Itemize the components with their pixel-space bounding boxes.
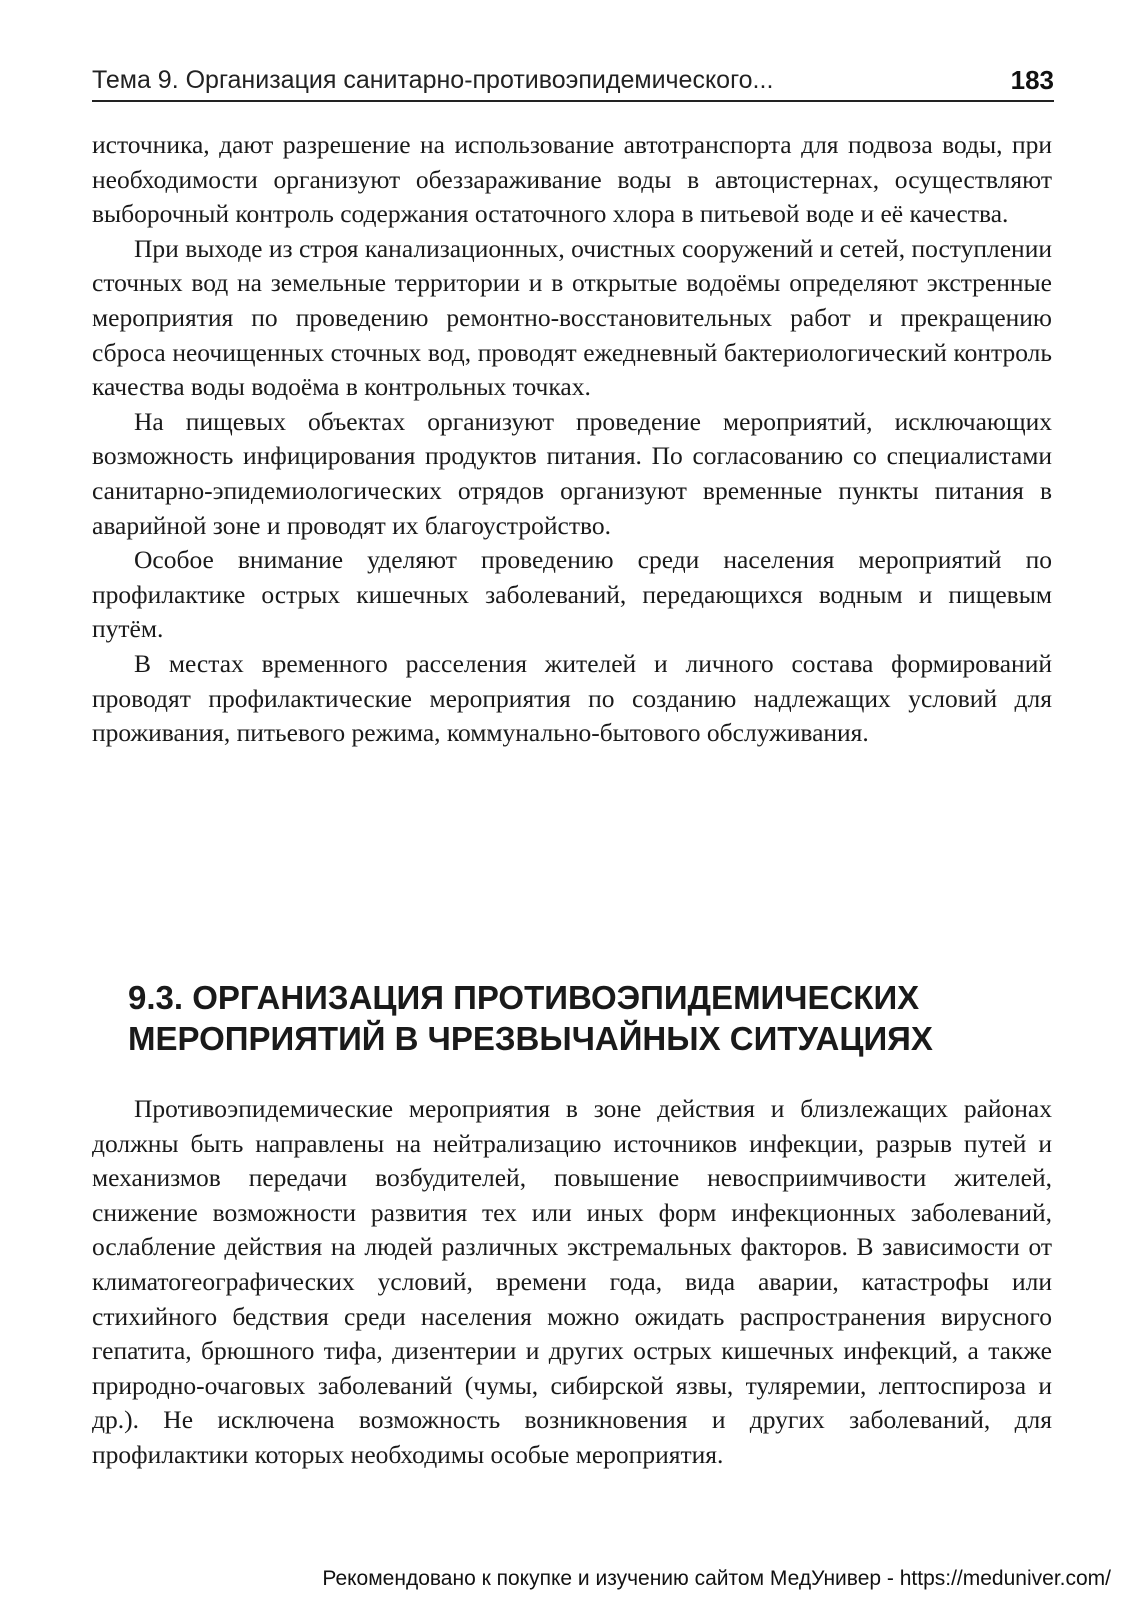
section-paragraph: Противоэпидемические мероприятия в зоне действия и близлежащих районах должны быть направлены на нейтрализацию источников инфекции, разрыв путей и механизмов передачи возбудителей, повышение невосприимчивости жителей, снижение возможности развития тех или иных форм инфекционных заболеваний, ослабление действия на людей различных экстремальных факторов. В зависимости от климатогеографических условий, времени года, вида аварии, катастрофы или стихийного бедствия среди населения можно ожидать распространения вирусного гепатита, брюшного тифа, дизентерии и других острых кишечных инфекций, а также природно-очаговых заболеваний (чумы, сибирской язвы, туляремии, лептоспироза и др.). Не исключена возможность возникновения и других заболеваний, для профилактики которых необходимы особые мероприятия.: [92, 1094, 1052, 1469]
footer-recommendation-note: Рекомендовано к покупке и изучению сайтом МедУнивер - https://meduniver.com/: [322, 1567, 1111, 1590]
section-heading-line-1: 9.3. ОРГАНИЗАЦИЯ ПРОТИВОЭПИДЕМИЧЕСКИХ: [128, 979, 920, 1016]
paragraph-intestinal-diseases: Особое внимание уделяют проведению среди населения мероприятий по профилактике острых кишечных заболеваний, передающихся водным и пищевым путём.: [92, 545, 1052, 644]
section-heading-line-2: МЕРОПРИЯТИЙ В ЧРЕЗВЫЧАЙНЫХ СИТУАЦИЯХ: [128, 1020, 933, 1057]
page-number: 183: [1010, 65, 1054, 95]
paragraph-food-objects: На пищевых объектах организуют проведение мероприятий, исключающих возможность инфицирования продуктов питания. По согласованию со специалистами санитарно-эпидемиологических отрядов организуют временные пункты питания в аварийной зоне и проводят их благоустройство.: [92, 406, 1052, 540]
running-title: Тема 9. Организация санитарно-противоэпидемического...: [92, 66, 774, 94]
paragraph-temporary-housing: В местах временного расселения жителей и личного состава формирований проводят профилактические мероприятия по созданию надлежащих условий для проживания, питьевого режима, коммунально-бытового обслуживания.: [92, 648, 1052, 748]
running-header: [92, 62, 1054, 102]
paragraph-continued: источника, дают разрешение на использование автотранспорта для подвоза воды, при необходимости организуют обеззараживание воды в автоцистернах, осуществляют выборочный контроль содержания остаточного хлора в питьевой воде и её качества.: [92, 130, 1052, 229]
paragraph-sewage: При выходе из строя канализационных, очистных сооружений и сетей, поступлении сточных вод на земельные территории и в открытые водоёмы определяют экстренные мероприятия по проведению ремонтно-восстановительных работ и прекращению сброса неочищенных сточных вод, проводят ежедневный бактериологический контроль качества воды водоёма в контрольных точках.: [92, 233, 1052, 402]
body-text-top: [92, 128, 1052, 751]
section-heading: [128, 977, 1052, 1059]
body-text-section: [92, 1092, 1052, 1473]
